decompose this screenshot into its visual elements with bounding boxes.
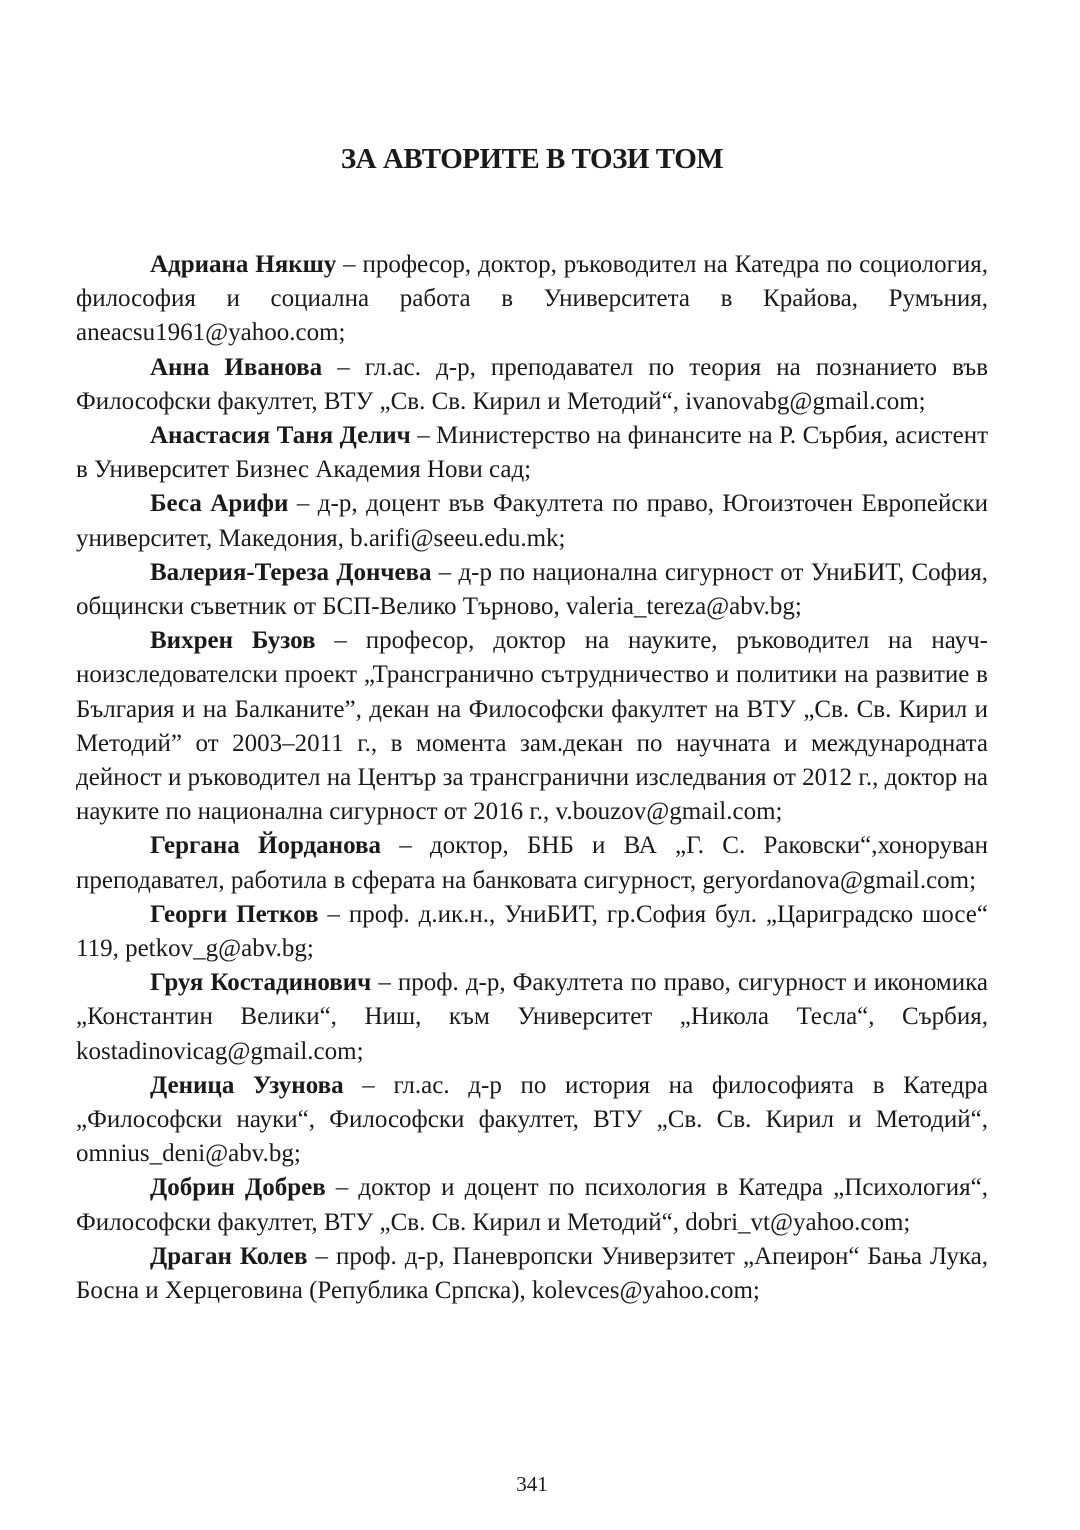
author-description: – проф. д.ик.н., УниБИТ, гр.София бул. „Цариградско шосе“ 119, petkov_g@abv.bg; — [76, 900, 988, 963]
author-name: Драган Колев — [150, 1242, 308, 1270]
author-entry — [76, 966, 988, 1069]
author-description: – гл.ас. д-р по история на философията в Катедра „Философски науки“, Философски факултет, ВТУ „Св. Св. Кирил и Методий“, omnius_deni@abv.bg; — [76, 1071, 988, 1168]
author-entry — [76, 248, 988, 351]
author-entry — [76, 1240, 988, 1308]
author-entry — [76, 1069, 988, 1172]
author-description: – професор, доктор, ръководител на Катедра по социология, философия и социална работа в Университета в Крайова, Румъния, aneacsu1961@yahoo.com; — [76, 251, 989, 347]
author-entry — [76, 351, 988, 419]
author-entry — [76, 829, 988, 897]
author-description: – проф. д-р, Паневропски Универзитет „Апеирон“ Бања Лука, Босна и Херцеговина (Република Српска), kolevces@yahoo.com; — [76, 1242, 988, 1305]
author-list — [76, 248, 988, 1308]
document-page — [76, 0, 988, 1530]
author-name: Деница Узунова — [150, 1071, 344, 1099]
author-name: Валерия-Тереза Дончева — [150, 558, 432, 586]
author-description: – проф. д-р, Факултета по право, сигурност и икономика „Константин Велики“, Ниш, към Университет „Никола Тесла“, Сърбия, kostadinovicag@gmail.com; — [76, 969, 988, 1065]
author-name: Беса Арифи — [150, 490, 289, 518]
page-title: ЗА АВТОРИТЕ В ТОЗИ ТОМ — [340, 143, 724, 175]
author-name: Добрин Добрев — [150, 1174, 326, 1202]
author-name: Адриана Някшу — [150, 251, 337, 278]
author-entry — [76, 1171, 988, 1239]
author-description: – доктор, БНБ и ВА „Г. С. Раковски“,хоноруван преподавател, работила в сферата на банковата сигурност, geryordanova@gmail.com; — [76, 832, 988, 894]
author-description: – професор, доктор на науките, ръководител на научноизследователски проект „Трансгранично сътрудничество и политики на развитие в България и на Балканите”, декан на Философски факултет на ВТУ „Св. Св. Кирил и Методий” от 2003–2011 г., в момента зам.декан по научната и международната дейност и ръководител на Център за трансгранични изследвания от 2012 г., доктор на науките по национална сигурност от 2016 г., v.bouzov@gmail.com; — [76, 627, 988, 826]
author-description: – Министерство на финансите на Р. Сърбия, асистент в Университет Бизнес Академия Нови сад; — [76, 422, 988, 484]
page-number: 341 — [516, 1472, 548, 1496]
author-name: Анна Иванова — [150, 353, 323, 381]
author-name: Анастасия Таня Делич — [150, 422, 411, 450]
author-entry — [76, 898, 988, 966]
author-description: – гл.ас. д-р, преподавател по теория на познанието във Философски факултет, ВТУ „Св. Св. Кирил и Методий“, ivanovabg@gmail.com; — [76, 353, 988, 415]
author-entry — [76, 556, 988, 624]
author-description: – доктор и доцент по психология в Катедра „Психология“, Философски факултет, ВТУ „Св. Св. Кирил и Методий“, dobri_vt@yahoo.com; — [76, 1174, 988, 1236]
author-entry — [76, 624, 988, 829]
author-name: Вихрен Бузов — [150, 627, 316, 655]
author-name: Гергана Йорданова — [150, 832, 381, 860]
author-entry — [76, 487, 988, 555]
author-name: Груя Костадинович — [150, 969, 372, 997]
author-name: Георги Петков — [150, 900, 319, 928]
author-description: – д-р, доцент във Факултета по право, Югоизточен Европейски университет, Македония, b.arifi@seeu.edu.mk; — [76, 490, 989, 552]
author-entry — [76, 419, 988, 487]
author-description: – д-р по национална сигурност от УниБИТ, София, общински съветник от БСП-Велико Търново, valeria_tereza@abv.bg; — [76, 558, 988, 621]
